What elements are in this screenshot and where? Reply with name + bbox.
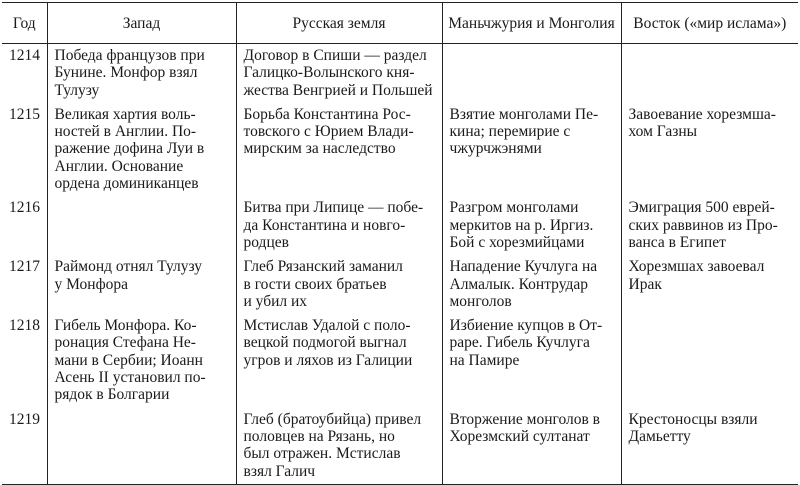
text-line: Тулузу (54, 81, 100, 99)
text-line: у Монфора (54, 275, 128, 293)
text-line: Дамьетту (628, 427, 691, 445)
table-row (2, 408, 798, 485)
text-line: Глеб Рязанский заманил (243, 258, 403, 276)
cell-east (621, 103, 798, 196)
cell-year: 1216 (9, 199, 40, 217)
text-line: Англии. Основание (54, 157, 184, 175)
cell-west (47, 196, 236, 255)
cell-manchuria (442, 44, 621, 103)
text-line: и убил их (243, 292, 308, 310)
cell-russia (236, 44, 442, 103)
text-line: Борьба Константина Рос- (243, 105, 411, 123)
text-line: монголов (449, 292, 512, 310)
cell-manchuria (442, 196, 621, 255)
text-line: кина; перемирие с (449, 123, 571, 141)
text-line: рядок в Болгарии (54, 386, 170, 404)
cell-manchuria (442, 408, 621, 485)
header-manchuria-line: Маньчжурия (448, 14, 533, 32)
cell-russia (236, 255, 442, 314)
cell-manchuria (442, 103, 621, 196)
text-line: ских раввинов из Про- (628, 216, 778, 234)
table-body (2, 44, 798, 485)
cell-east (621, 255, 798, 314)
text-line: родцев (243, 233, 289, 251)
text-line: Раймонд отнял Тулузу (54, 258, 203, 276)
text-line: Победа французов при (54, 47, 205, 64)
text-line: Битва при Липице — побе- (243, 199, 424, 217)
text-line: Глеб (братоубийца) привел (243, 410, 422, 428)
header-russia: Русская земля (236, 3, 442, 44)
header-west: Запад (47, 3, 236, 44)
text-line: мирским за наследство (243, 140, 396, 158)
text-line: взял Галич (243, 462, 316, 480)
text-line: хом Газны (628, 123, 698, 141)
header-manchuria-line: и Монголия (536, 14, 615, 32)
cell-east (621, 408, 798, 485)
text-line: Хорезмшах завоевал (628, 258, 765, 276)
cell-year: 1214 (9, 47, 40, 64)
text-line: да Константина и новго- (243, 216, 406, 234)
cell-year: 1219 (2, 408, 47, 485)
table-row (2, 103, 798, 196)
text-line: чжурчжэнями (449, 140, 542, 158)
text-line: на Памире (449, 351, 520, 369)
text-line: Бой с хорезмийцами (449, 233, 585, 251)
cell-manchuria (442, 255, 621, 314)
text-line: Великая хартия воль- (54, 105, 196, 123)
table-row (2, 314, 798, 407)
table-header (2, 3, 798, 44)
chronology-table (2, 2, 798, 485)
text-line: товского с Юрием Влади- (243, 123, 414, 141)
text-line: половцев на Рязань, но (243, 427, 395, 445)
header-year: Год (2, 3, 47, 44)
text-line: Взятие монголами Пе- (449, 105, 599, 123)
text-line: ванса в Египет (628, 233, 726, 251)
text-line: Бунине. Монфор взял (54, 64, 198, 82)
text-line: раре. Гибель Кучлуга (449, 334, 590, 352)
table-row (2, 44, 798, 103)
text-line: ронация Стефана Не- (54, 334, 196, 352)
text-line: Разгром монголами (449, 199, 579, 217)
cell-west (47, 44, 236, 103)
cell-west (47, 314, 236, 407)
cell-east (621, 314, 798, 407)
text-line: в гости своих братьев (243, 275, 387, 293)
cell-russia (236, 103, 442, 196)
table-row (2, 196, 798, 255)
cell-east (621, 196, 798, 255)
cell-year: 1217 (9, 258, 40, 276)
cell-russia (236, 196, 442, 255)
text-line: Гибель Монфора. Ко- (54, 317, 197, 335)
text-line: Галицко-Волынского кня- (243, 64, 415, 82)
chronology-page (2, 2, 798, 480)
header-east: Восток («мир ислама») (621, 3, 798, 44)
text-line: Избиение купцов в От- (449, 317, 603, 335)
text-line: ностей в Англии. По- (54, 123, 197, 141)
text-line: Мстислав Удалой с поло- (243, 317, 411, 335)
text-line: Хорезмский султанат (449, 427, 590, 445)
cell-manchuria (442, 314, 621, 407)
text-line: угров и ляхов из Галиции (243, 351, 413, 369)
text-line: ражение дофина Луи в (54, 140, 205, 158)
text-line: Эмиграция 500 еврей- (628, 199, 775, 217)
header-manchuria (442, 3, 621, 44)
cell-west (47, 408, 236, 485)
cell-west (47, 103, 236, 196)
cell-russia (236, 408, 442, 485)
cell-west (47, 255, 236, 314)
text-line: был отражен. Мстислав (243, 445, 401, 463)
text-line: вецкой подмогой выгнал (243, 334, 407, 352)
text-line: меркитов на р. Иргиз. (449, 216, 594, 234)
text-line: жества Венгрией и Польшей (243, 81, 433, 99)
cell-east (621, 44, 798, 103)
text-line: Крестоносцы взяли (628, 410, 758, 428)
cell-russia (236, 314, 442, 407)
text-line: Нападение Кучлуга на (449, 258, 598, 276)
text-line: ордена доминиканцев (54, 175, 199, 193)
cell-year: 1218 (9, 317, 40, 335)
cell-year: 1215 (9, 105, 40, 123)
text-line: мани в Сербии; Иоанн (54, 351, 203, 369)
text-line: Договор в Спиши — раздел (243, 47, 427, 64)
text-line: Асень II установил по- (54, 369, 206, 387)
text-line: Вторжение монголов в (449, 410, 601, 428)
text-line: Ирак (628, 275, 662, 293)
table-row (2, 255, 798, 314)
text-line: Алмалык. Контрудар (449, 275, 588, 293)
text-line: Завоевание хорезмша- (628, 105, 776, 123)
